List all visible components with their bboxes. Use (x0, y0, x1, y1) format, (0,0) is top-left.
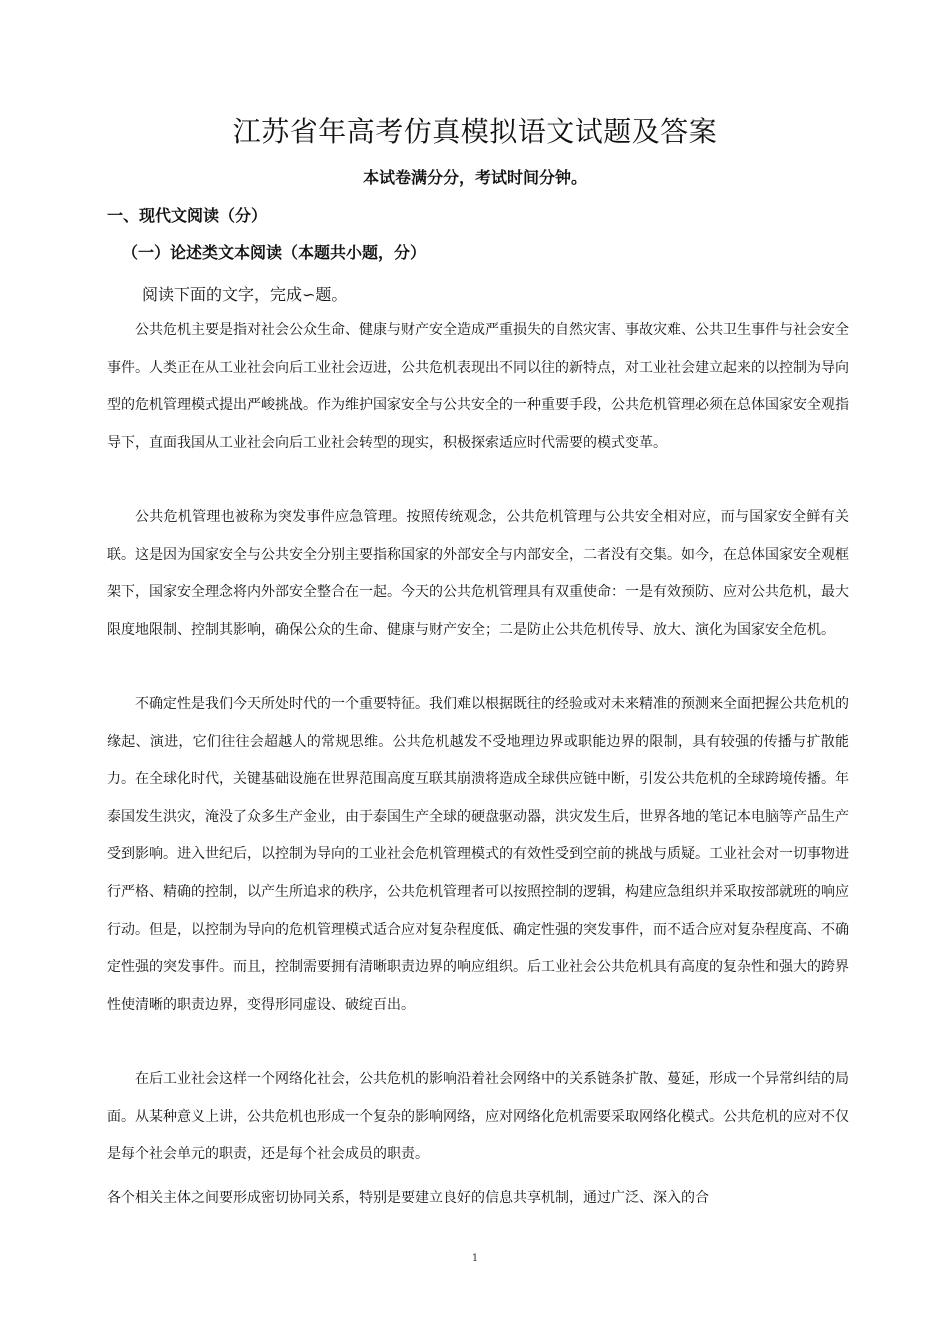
page-number: 1 (471, 1253, 479, 1264)
section-heading: 一、现代文阅读（分） (107, 206, 268, 225)
continuation-paragraph: 各个相关主体之间要形成密切协同关系，特别是要建立良好的信息共享机制，通过广泛、深入的合 (107, 1190, 709, 1206)
exam-info: 本试卷满分分，考试时间分钟。 (362, 168, 587, 187)
body-paragraph: 不确定性是我们今天所处时代的一个重要特征。我们难以根据既往的经验或对未来精准的预测来全面把握公共危机的缘起、演进，它们往往会超越人的常规思维。公共危机越发不受地理边界或职能边界的限制，具有较强的传播与扩散能力。在全球化时代，关键基础设施在世界范围高度互联其崩溃将造成全球供应链中断，引发公共危机的全球跨境传播。年泰国发生洪灾，淹没了众多生产金业，由于泰国生产全球的硬盘驱动器，洪灾发生后，世界各地的笔记本电脑等产品生产受到影响。进入世纪后，以控制为导向的工业社会危机管理模式的有效性受到空前的挑战与质疑。工业社会对一切事物进行严格、精确的控制，以产生所追求的秩序，公共危机管理者可以按照控制的逻辑，构建应急组织并采取按部就班的响应行动。但是，以控制为导向的危机管理模式适合应对复杂程度低、确定性强的突发事件，而不适合应对复杂程度高、不确定性强的突发事件。而且，控制需要拥有清晰职责边界的响应组织。后工业社会公共危机具有高度的复杂性和强大的跨界性使清晰的职责边界，变得形同虚设、破绽百出。 (107, 696, 849, 1013)
subsection-heading: （一）论述类文本阅读（本题共小题，分） (122, 243, 427, 262)
body-paragraph: 公共危机主要是指对社会公众生命、健康与财产安全造成严重损失的自然灾害、事故灾难、公共卫生事件与社会安全事件。人类正在从工业社会向后工业社会迈进，公共危机表现出不同以往的新特点，对工业社会建立起来的以控制为导向型的危机管理模式提出严峻挑战。作为维护国家安全与公共安全的一种重要手段，公共危机管理必须在总体国家安全观指导下，直面我国从工业社会向后工业社会转型的现实，积极探索适应时代需要的模式变革。 (107, 322, 849, 451)
body-paragraph: 在后工业社会这样一个网络化社会，公共危机的影响沿着社会网络中的关系链条扩散、蔓延，形成一个异常纠结的局面。从某种意义上讲，公共危机也形成一个复杂的影响网络，应对网络化危机需要采取网络化模式。公共危机的应对不仅是每个社会单元的职责，还是每个社会成员的职责。 (107, 1071, 849, 1163)
document-title: 江苏省年高考仿真模拟语文试题及答案 (232, 115, 718, 148)
reading-instruction: 阅读下面的文字，完成∽题。 (142, 285, 348, 304)
body-paragraph: 公共危机管理也被称为突发事件应急管理。按照传统观念，公共危机管理与公共安全相对应，而与国家安全鲜有关联。这是因为国家安全与公共安全分别主要指称国家的外部安全与内部安全，二者没有交集。如今，在总体国家安全观框架下，国家安全理念将内外部安全整合在一起。今天的公共危机管理具有双重使命：一是有效预防、应对公共危机，最大限度地限制、控制其影响，确保公众的生命、健康与财产安全；二是防止公共危机传导、放大、演化为国家安全危机。 (107, 509, 849, 638)
